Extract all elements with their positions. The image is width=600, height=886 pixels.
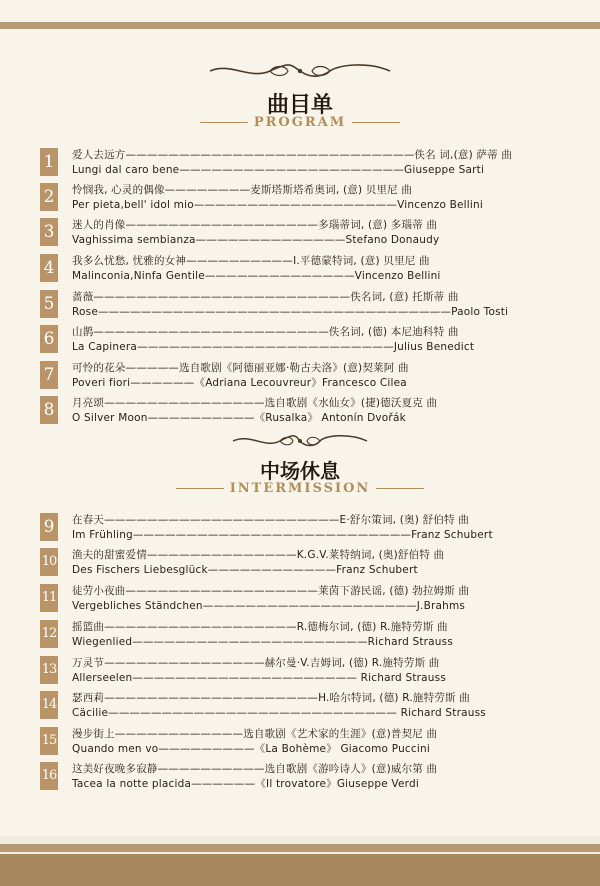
item-chinese-line: 蔷薇————————————————————————佚名词, (意) 托斯蒂 曲 [72,291,459,303]
item-number: 4 [40,254,58,282]
item-number: 12 [40,620,58,648]
intermission-title: 中场休息 [260,459,340,483]
item-original-line: Wiegenlied——————————————————————Richard Strauss [72,636,454,648]
list-item [40,656,530,686]
intermission-subtitle [0,481,600,496]
item-original-line: Per pieta,bell' idol mio———————————————————Vincenzo Bellini [72,199,483,211]
program-subtitle-text: PROGRAM [253,115,347,130]
item-chinese-line: 怜悯我, 心灵的偶像————————麦斯塔斯塔希奥词, (意) 贝里尼 曲 [72,184,413,196]
item-chinese-line: 我多么忧愁, 忧雅的女神——————————I.平德蒙特词, (意) 贝里尼 曲 [72,255,430,267]
item-number: 6 [40,325,58,353]
item-chinese-line: 这美好夜晚多寂静——————————选自歌剧《游吟诗人》(意)威尔第 曲 [72,763,438,775]
list-item [40,325,530,355]
program-title: 曲目单 [266,92,333,118]
item-number: 13 [40,656,58,684]
item-chinese-line: 迷人的肖像——————————————————多瑙蒂词, (意) 多瑙蒂 曲 [72,219,438,231]
list-item [40,727,530,757]
list-item [40,183,530,213]
item-chinese-line: 在春天——————————————————————E·舒尔策词, (奥) 舒伯特 曲 [72,514,469,526]
item-number: 5 [40,290,58,318]
item-chinese-line: 渔夫的甜蜜爱情——————————————K.G.V.莱特纳词, (奥)舒伯特 曲 [72,549,445,561]
list-item [40,254,530,284]
item-number: 8 [40,396,58,424]
list-item [40,691,530,721]
item-number: 3 [40,218,58,246]
list-item [40,148,530,178]
item-number: 14 [40,691,58,719]
item-original-line: Tacea la notte placida——————《Il trovatore》Giuseppe Verdi [72,778,419,790]
bottom-band [0,854,600,886]
item-chinese-line: 可怜的花朵—————选自歌剧《阿德丽亚娜·勒古夫洛》(意)契莱阿 曲 [72,362,409,374]
item-number: 9 [40,513,58,541]
item-chinese-line: 徒劳小夜曲——————————————————莱茵下游民谣, (德) 勃拉姆斯 曲 [72,585,470,597]
item-number: 2 [40,183,58,211]
item-original-line: Poveri fiori——————《Adriana Lecouvreur》Francesco Cilea [72,377,407,389]
item-original-line: Quando men vo—————————《La Bohème》 Giacomo Puccini [72,743,430,755]
item-chinese-line: 月亮颂———————————————选自歌剧《水仙女》(捷)德沃夏克 曲 [72,397,438,409]
item-original-line: La Capinera————————————————————————Julius Benedict [72,341,475,353]
item-number: 1 [40,148,58,176]
top-border [0,22,600,29]
flourish-ornament-icon [200,62,400,80]
list-item [40,762,530,792]
item-original-line: Malinconia,Ninfa Gentile——————————————Vincenzo Bellini [72,270,441,282]
item-chinese-line: 漫步街上————————————选自歌剧《艺术家的生涯》(意)普契尼 曲 [72,728,438,740]
item-chinese-line: 山鹊——————————————————————佚名词, (德) 本尼迪科特 曲 [72,326,459,338]
item-number: 15 [40,727,58,755]
item-chinese-line: 摇篮曲——————————————————R.德梅尔词, (德) R.施特劳斯 曲 [72,621,448,633]
bottom-stripe [0,844,600,852]
intermission-subtitle-text: INTERMISSION [229,481,371,496]
item-number: 11 [40,584,58,612]
list-item [40,290,530,320]
item-original-line: O Silver Moon——————————《Rusalka》 Antonín Dvořák [72,412,406,424]
item-original-line: Im Frühling——————————————————————————Franz Schubert [72,529,493,541]
list-item [40,584,530,614]
item-chinese-line: 万灵节———————————————赫尔曼·V.吉姆词, (德) R.施特劳斯 曲 [72,657,440,669]
list-item [40,513,530,543]
item-original-line: Des Fischers Liebesglück————————————Franz Schubert [72,564,418,576]
item-original-line: Rose—————————————————————————————————Paolo Tosti [72,306,509,318]
item-original-line: Vergebliches Ständchen————————————————————J.Brahms [72,600,466,612]
item-chinese-line: 爱人去远方———————————————————————————佚名 词,(意) 萨蒂 曲 [72,149,513,161]
item-original-line: Cäcilie——————————————————————————— Richard Strauss [72,707,486,719]
flourish-ornament-icon [225,433,375,449]
item-original-line: Allerseelen————————————————————— Richard Strauss [72,672,446,684]
list-item [40,396,530,426]
item-number: 10 [40,548,58,576]
list-item [40,548,530,578]
item-chinese-line: 瑟西莉————————————————————H.哈尔特词, (德) R.施特劳斯 曲 [72,692,470,704]
list-item [40,620,530,650]
list-item [40,218,530,248]
program-subtitle [0,115,600,130]
bottom-border [0,836,600,886]
item-original-line: Vaghissima sembianza——————————————Stefano Donaudy [72,234,440,246]
item-number: 16 [40,762,58,790]
item-original-line: Lungi dal caro bene—————————————————————Giuseppe Sarti [72,164,485,176]
item-number: 7 [40,361,58,389]
list-item [40,361,530,391]
